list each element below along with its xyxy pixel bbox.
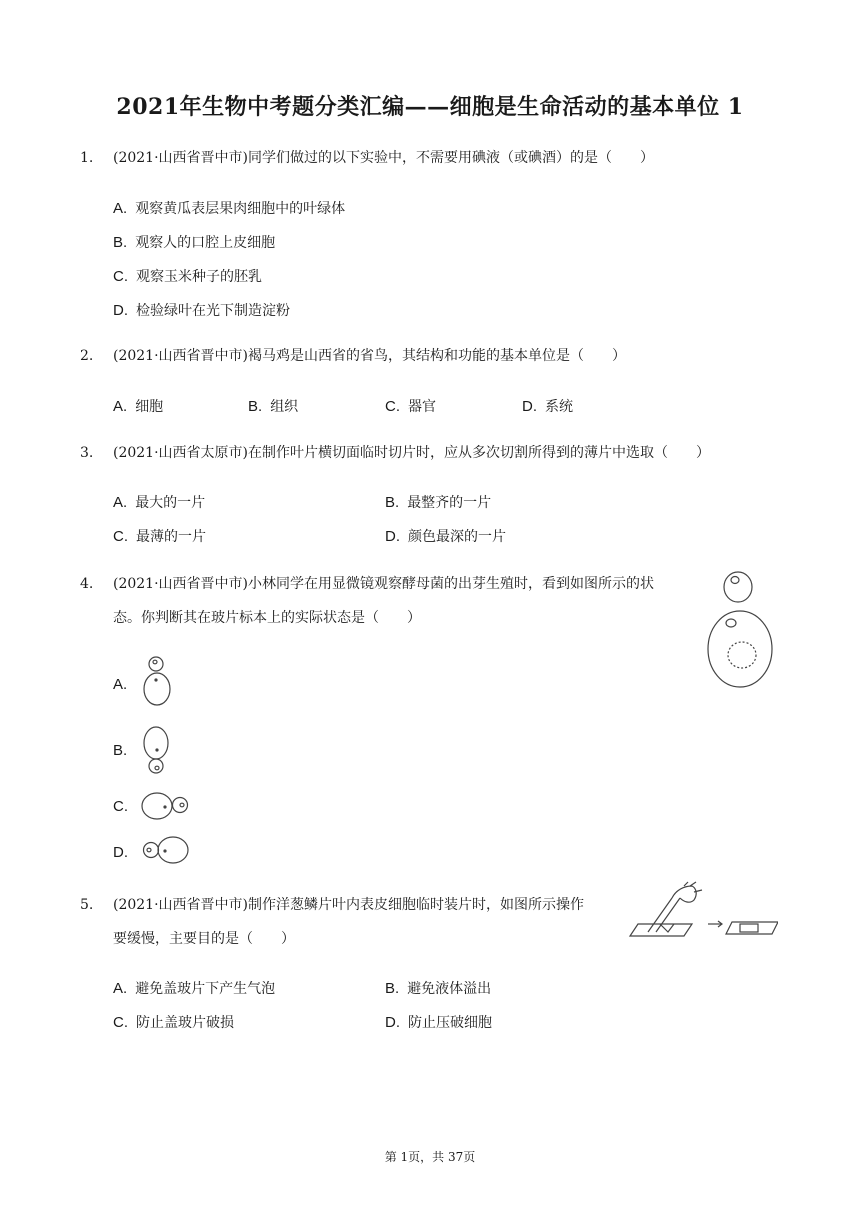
question-4-stem-line-2: 态。你判断其在玻片标本上的实际状态是（ ）: [113, 610, 421, 626]
question-4-option-b: B.: [113, 742, 128, 759]
question-4-number: 4.: [80, 576, 94, 592]
question-5-option-b: B. 避免液体溢出: [385, 980, 492, 997]
question-5-option-d: D. 防止压破细胞: [385, 1014, 492, 1031]
page-title: 2021年生物中考题分类汇编——细胞是生命活动的基本单位 1: [116, 94, 744, 120]
question-1-option-c: C. 观察玉米种子的胚乳: [113, 268, 262, 285]
cover-slip-operation-figure: [626, 880, 778, 942]
question-5-stem-line-1: (2021·山西省晋中市)制作洋葱鳞片叶内表皮细胞临时装片时，如图所示操作: [113, 897, 585, 913]
option-c-yeast-icon: [140, 790, 192, 822]
question-3-option-b: B. 最整齐的一片: [385, 494, 492, 511]
yeast-bud: [724, 572, 752, 602]
question-4-option-a: A.: [113, 676, 128, 693]
question-3-stem: (2021·山西省太原市)在制作叶片横切面临时切片时，应从多次切割所得到的薄片中选取（ ）: [113, 445, 711, 461]
question-1-stem: (2021·山西省晋中市)同学们做过的以下实验中，不需要用碘液（或碘酒）的是（ ）: [113, 150, 655, 166]
question-2-option-c: C. 器官: [385, 398, 436, 415]
question-5-stem-line-2: 要缓慢，主要目的是（ ）: [113, 931, 295, 947]
question-3-option-a: A. 最大的一片: [113, 494, 206, 511]
question-1-option-b: B. 观察人的口腔上皮细胞: [113, 234, 276, 251]
question-2-option-b: B. 组织: [248, 398, 299, 415]
question-2-option-d: D. 系统: [522, 398, 573, 415]
option-b-yeast-icon: [140, 724, 176, 776]
option-d-yeast-icon: [140, 834, 192, 866]
question-5-option-a: A. 避免盖玻片下产生气泡: [113, 980, 276, 997]
question-4-option-c: C.: [113, 798, 128, 815]
yeast-mother-cell: [708, 611, 772, 687]
question-1-number: 1.: [80, 150, 94, 166]
question-4-stem-line-1: (2021·山西省晋中市)小林同学在用显微镜观察酵母菌的出芽生殖时，看到如图所示的状: [113, 576, 655, 592]
question-3-option-d: D. 颜色最深的一片: [385, 528, 506, 545]
page-footer: 第 1页，共 37页: [384, 1150, 476, 1164]
option-a-yeast-icon: [140, 655, 176, 709]
question-2-stem: (2021·山西省晋中市)褐马鸡是山西省的省鸟，其结构和功能的基本单位是（ ）: [113, 348, 627, 364]
question-5-number: 5.: [80, 897, 94, 913]
question-1-option-d: D. 检验绿叶在光下制造淀粉: [113, 302, 290, 319]
question-3-number: 3.: [80, 445, 94, 461]
question-3-option-c: C. 最薄的一片: [113, 528, 206, 545]
question-2-number: 2.: [80, 348, 94, 364]
question-1-option-a: A. 观察黄瓜表层果肉细胞中的叶绿体: [113, 200, 346, 217]
question-2-option-a: A. 细胞: [113, 398, 164, 415]
yeast-budding-figure: [700, 565, 780, 691]
question-4-option-d: D.: [113, 844, 128, 861]
question-5-option-c: C. 防止盖玻片破损: [113, 1014, 234, 1031]
